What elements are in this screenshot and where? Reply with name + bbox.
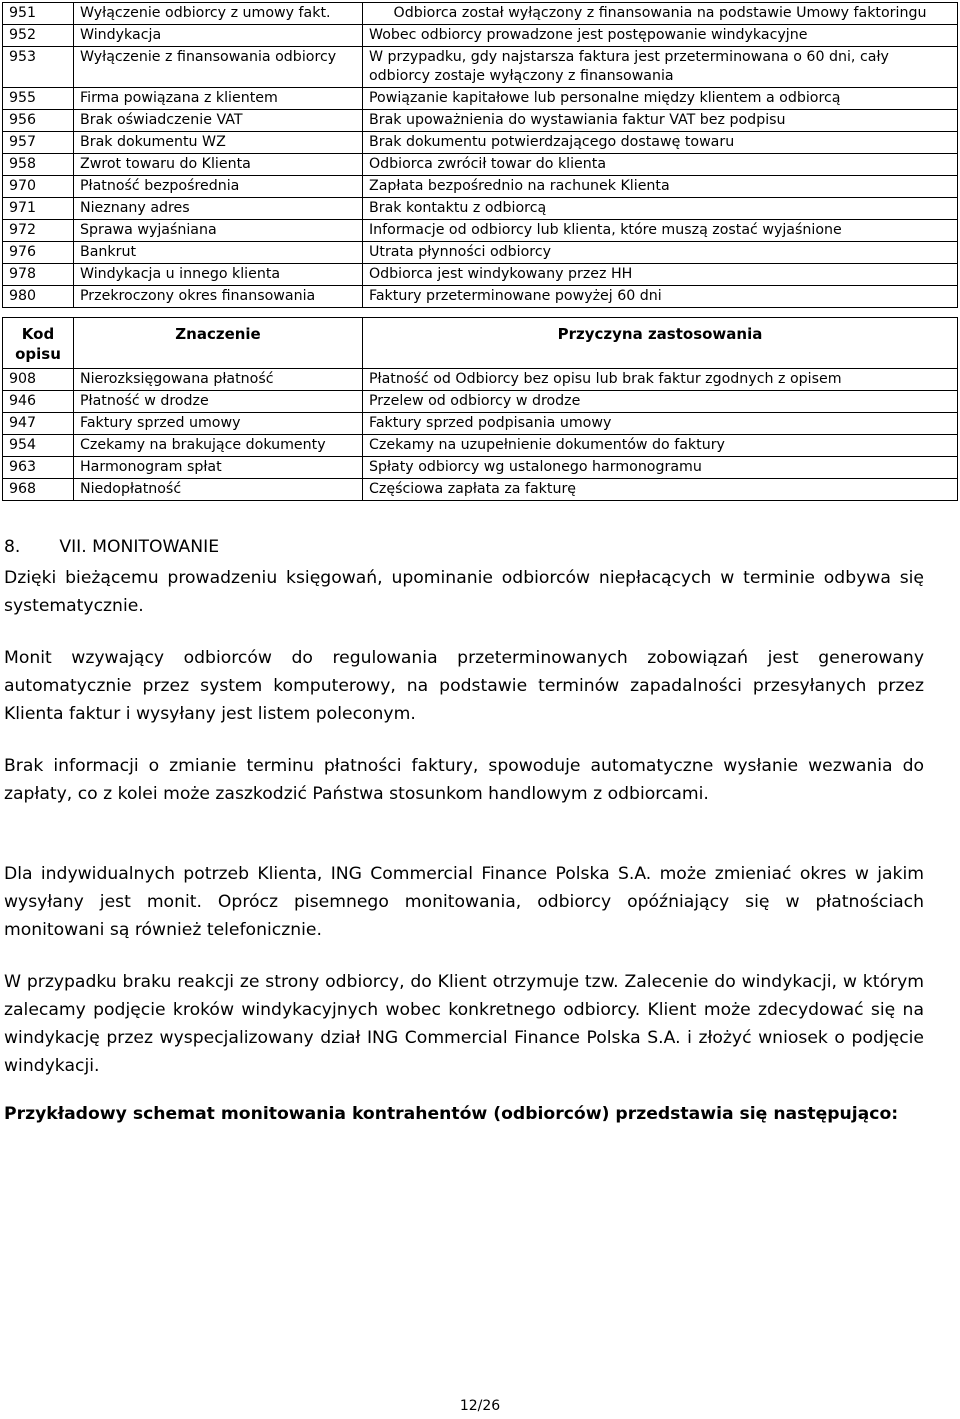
cell-reason: Brak dokumentu potwierdzającego dostawę towaru	[363, 132, 958, 154]
cell-reason: Powiązanie kapitałowe lub personalne między klientem a odbiorcą	[363, 88, 958, 110]
cell-code: 953	[3, 47, 74, 88]
table-row	[3, 154, 958, 176]
cell-code: 957	[3, 132, 74, 154]
table-row	[3, 3, 958, 25]
codes-table-bottom	[2, 317, 958, 501]
cell-reason: Utrata płynności odbiorcy	[363, 242, 958, 264]
cell-meaning: Harmonogram spłat	[74, 457, 363, 479]
paragraph-4	[4, 860, 924, 944]
table-row	[3, 25, 958, 47]
cell-meaning: Czekamy na brakujące dokumenty	[74, 435, 363, 457]
table-row	[3, 220, 958, 242]
table-row	[3, 286, 958, 308]
cell-reason: Brak upoważnienia do wystawiania faktur VAT bez podpisu	[363, 110, 958, 132]
cell-meaning: Brak dokumentu WZ	[74, 132, 363, 154]
cell-reason: Zapłata bezpośrednio na rachunek Klienta	[363, 176, 958, 198]
cell-reason: Odbiorca został wyłączony z finansowania na podstawie Umowy faktoringu	[363, 3, 958, 25]
cell-code: 952	[3, 25, 74, 47]
closing-bold-paragraph	[4, 1102, 924, 1126]
cell-meaning: Nierozksięgowana płatność	[74, 369, 363, 391]
cell-code: 955	[3, 88, 74, 110]
cell-meaning: Faktury sprzed umowy	[74, 413, 363, 435]
cell-reason: Przelew od odbiorcy w drodze	[363, 391, 958, 413]
cell-code: 954	[3, 435, 74, 457]
cell-reason: Brak kontaktu z odbiorcą	[363, 198, 958, 220]
cell-reason: Spłaty odbiorcy wg ustalonego harmonogramu	[363, 457, 958, 479]
cell-code: 963	[3, 457, 74, 479]
section-number: 8.	[4, 537, 21, 557]
paragraph-1	[4, 564, 924, 620]
table-row	[3, 132, 958, 154]
paragraph-text: W przypadku braku reakcji ze strony odbiorcy, do Klient otrzymuje tzw. Zalecenie do windykacji, w którym zalecamy podjęcie kroków windykacyjnych wobec konkretnego odbiorcy. Klient może zdecydować się na windykację przez wyspecjalizowany dział ING Commercial Finance Polska S.A. i złożyć wniosek o podjęcie windykacji.	[4, 972, 924, 1076]
table-row	[3, 47, 958, 88]
cell-meaning: Płatność bezpośrednia	[74, 176, 363, 198]
paragraph-text: Monit wzywający odbiorców do regulowania przeterminowanych zobowiązań jest generowany automatycznie przez system komputerowy, na podstawie terminów zapadalności przesyłanych przez Klienta faktur i wysyłany jest listem poleconym.	[4, 648, 924, 724]
cell-code: 971	[3, 198, 74, 220]
codes-table-top	[2, 2, 958, 308]
table-row	[3, 264, 958, 286]
cell-code: 976	[3, 242, 74, 264]
codes-table-top-body	[3, 3, 958, 308]
cell-meaning: Wyłączenie odbiorcy z umowy fakt.	[74, 3, 363, 25]
table-row	[3, 391, 958, 413]
cell-meaning: Płatność w drodze	[74, 391, 363, 413]
table-row	[3, 457, 958, 479]
cell-reason: Odbiorca zwrócił towar do klienta	[363, 154, 958, 176]
cell-meaning: Brak oświadczenie VAT	[74, 110, 363, 132]
table-row	[3, 479, 958, 501]
header-code: Kod opisu	[3, 318, 74, 369]
cell-meaning: Zwrot towaru do Klienta	[74, 154, 363, 176]
cell-meaning: Nieznany adres	[74, 198, 363, 220]
cell-code: 970	[3, 176, 74, 198]
paragraph-text: Dzięki bieżącemu prowadzeniu księgowań, upominanie odbiorców niepłacących w terminie odbywa się systematycznie.	[4, 568, 924, 616]
section-title: VII. MONITOWANIE	[59, 537, 220, 557]
cell-code: 947	[3, 413, 74, 435]
cell-code: 951	[3, 3, 74, 25]
header-meaning: Znaczenie	[74, 318, 363, 369]
cell-reason: Informacje od odbiorcy lub klienta, które muszą zostać wyjaśnione	[363, 220, 958, 242]
cell-code: 972	[3, 220, 74, 242]
cell-meaning: Niedopłatność	[74, 479, 363, 501]
cell-code: 978	[3, 264, 74, 286]
page-number: 12/26	[459, 1398, 501, 1414]
table-row	[3, 413, 958, 435]
cell-code: 958	[3, 154, 74, 176]
cell-reason: Faktury sprzed podpisania umowy	[363, 413, 958, 435]
header-reason: Przyczyna zastosowania	[363, 318, 958, 369]
table-row	[3, 176, 958, 198]
cell-code: 968	[3, 479, 74, 501]
section-heading	[4, 537, 219, 557]
cell-code: 980	[3, 286, 74, 308]
paragraph-text: Brak informacji o zmianie terminu płatności faktury, spowoduje automatyczne wysłanie wezwania do zapłaty, co z kolei może zaszkodzić Państwa stosunkom handlowym z odbiorcami.	[4, 756, 924, 804]
paragraph-3	[4, 752, 924, 808]
paragraph-2	[4, 644, 924, 728]
paragraph-text: Przykładowy schemat monitowania kontrahentów (odbiorców) przedstawia się następująco:	[4, 1104, 899, 1124]
paragraph-text: Dla indywidualnych potrzeb Klienta, ING Commercial Finance Polska S.A. może zmieniać okres w jakim wysyłany jest monit. Oprócz pisemnego monitowania, odbiorcy opóźniający się w płatnościach monitowani są również telefonicznie.	[4, 864, 924, 940]
cell-meaning: Bankrut	[74, 242, 363, 264]
codes-table-bottom-body	[3, 318, 958, 501]
cell-reason: Odbiorca jest windykowany przez HH	[363, 264, 958, 286]
table-row	[3, 435, 958, 457]
cell-meaning: Windykacja	[74, 25, 363, 47]
cell-reason: Płatność od Odbiorcy bez opisu lub brak faktur zgodnych z opisem	[363, 369, 958, 391]
cell-code: 908	[3, 369, 74, 391]
cell-meaning: Przekroczony okres finansowania	[74, 286, 363, 308]
cell-reason: Wobec odbiorcy prowadzone jest postępowanie windykacyjne	[363, 25, 958, 47]
table-row	[3, 369, 958, 391]
table-header-row	[3, 318, 958, 369]
cell-reason: Częściowa zapłata za fakturę	[363, 479, 958, 501]
table-row	[3, 242, 958, 264]
cell-meaning: Sprawa wyjaśniana	[74, 220, 363, 242]
cell-reason: Faktury przeterminowane powyżej 60 dni	[363, 286, 958, 308]
cell-code: 946	[3, 391, 74, 413]
paragraph-5	[4, 968, 924, 1080]
cell-meaning: Firma powiązana z klientem	[74, 88, 363, 110]
cell-reason: W przypadku, gdy najstarsza faktura jest przeterminowana o 60 dni, cały odbiorcy zostaje wyłączony z finansowania	[363, 47, 958, 88]
table-row	[3, 110, 958, 132]
table-row	[3, 88, 958, 110]
cell-meaning: Windykacja u innego klienta	[74, 264, 363, 286]
cell-meaning: Wyłączenie z finansowania odbiorcy	[74, 47, 363, 88]
cell-code: 956	[3, 110, 74, 132]
table-row	[3, 198, 958, 220]
cell-reason: Czekamy na uzupełnienie dokumentów do faktury	[363, 435, 958, 457]
